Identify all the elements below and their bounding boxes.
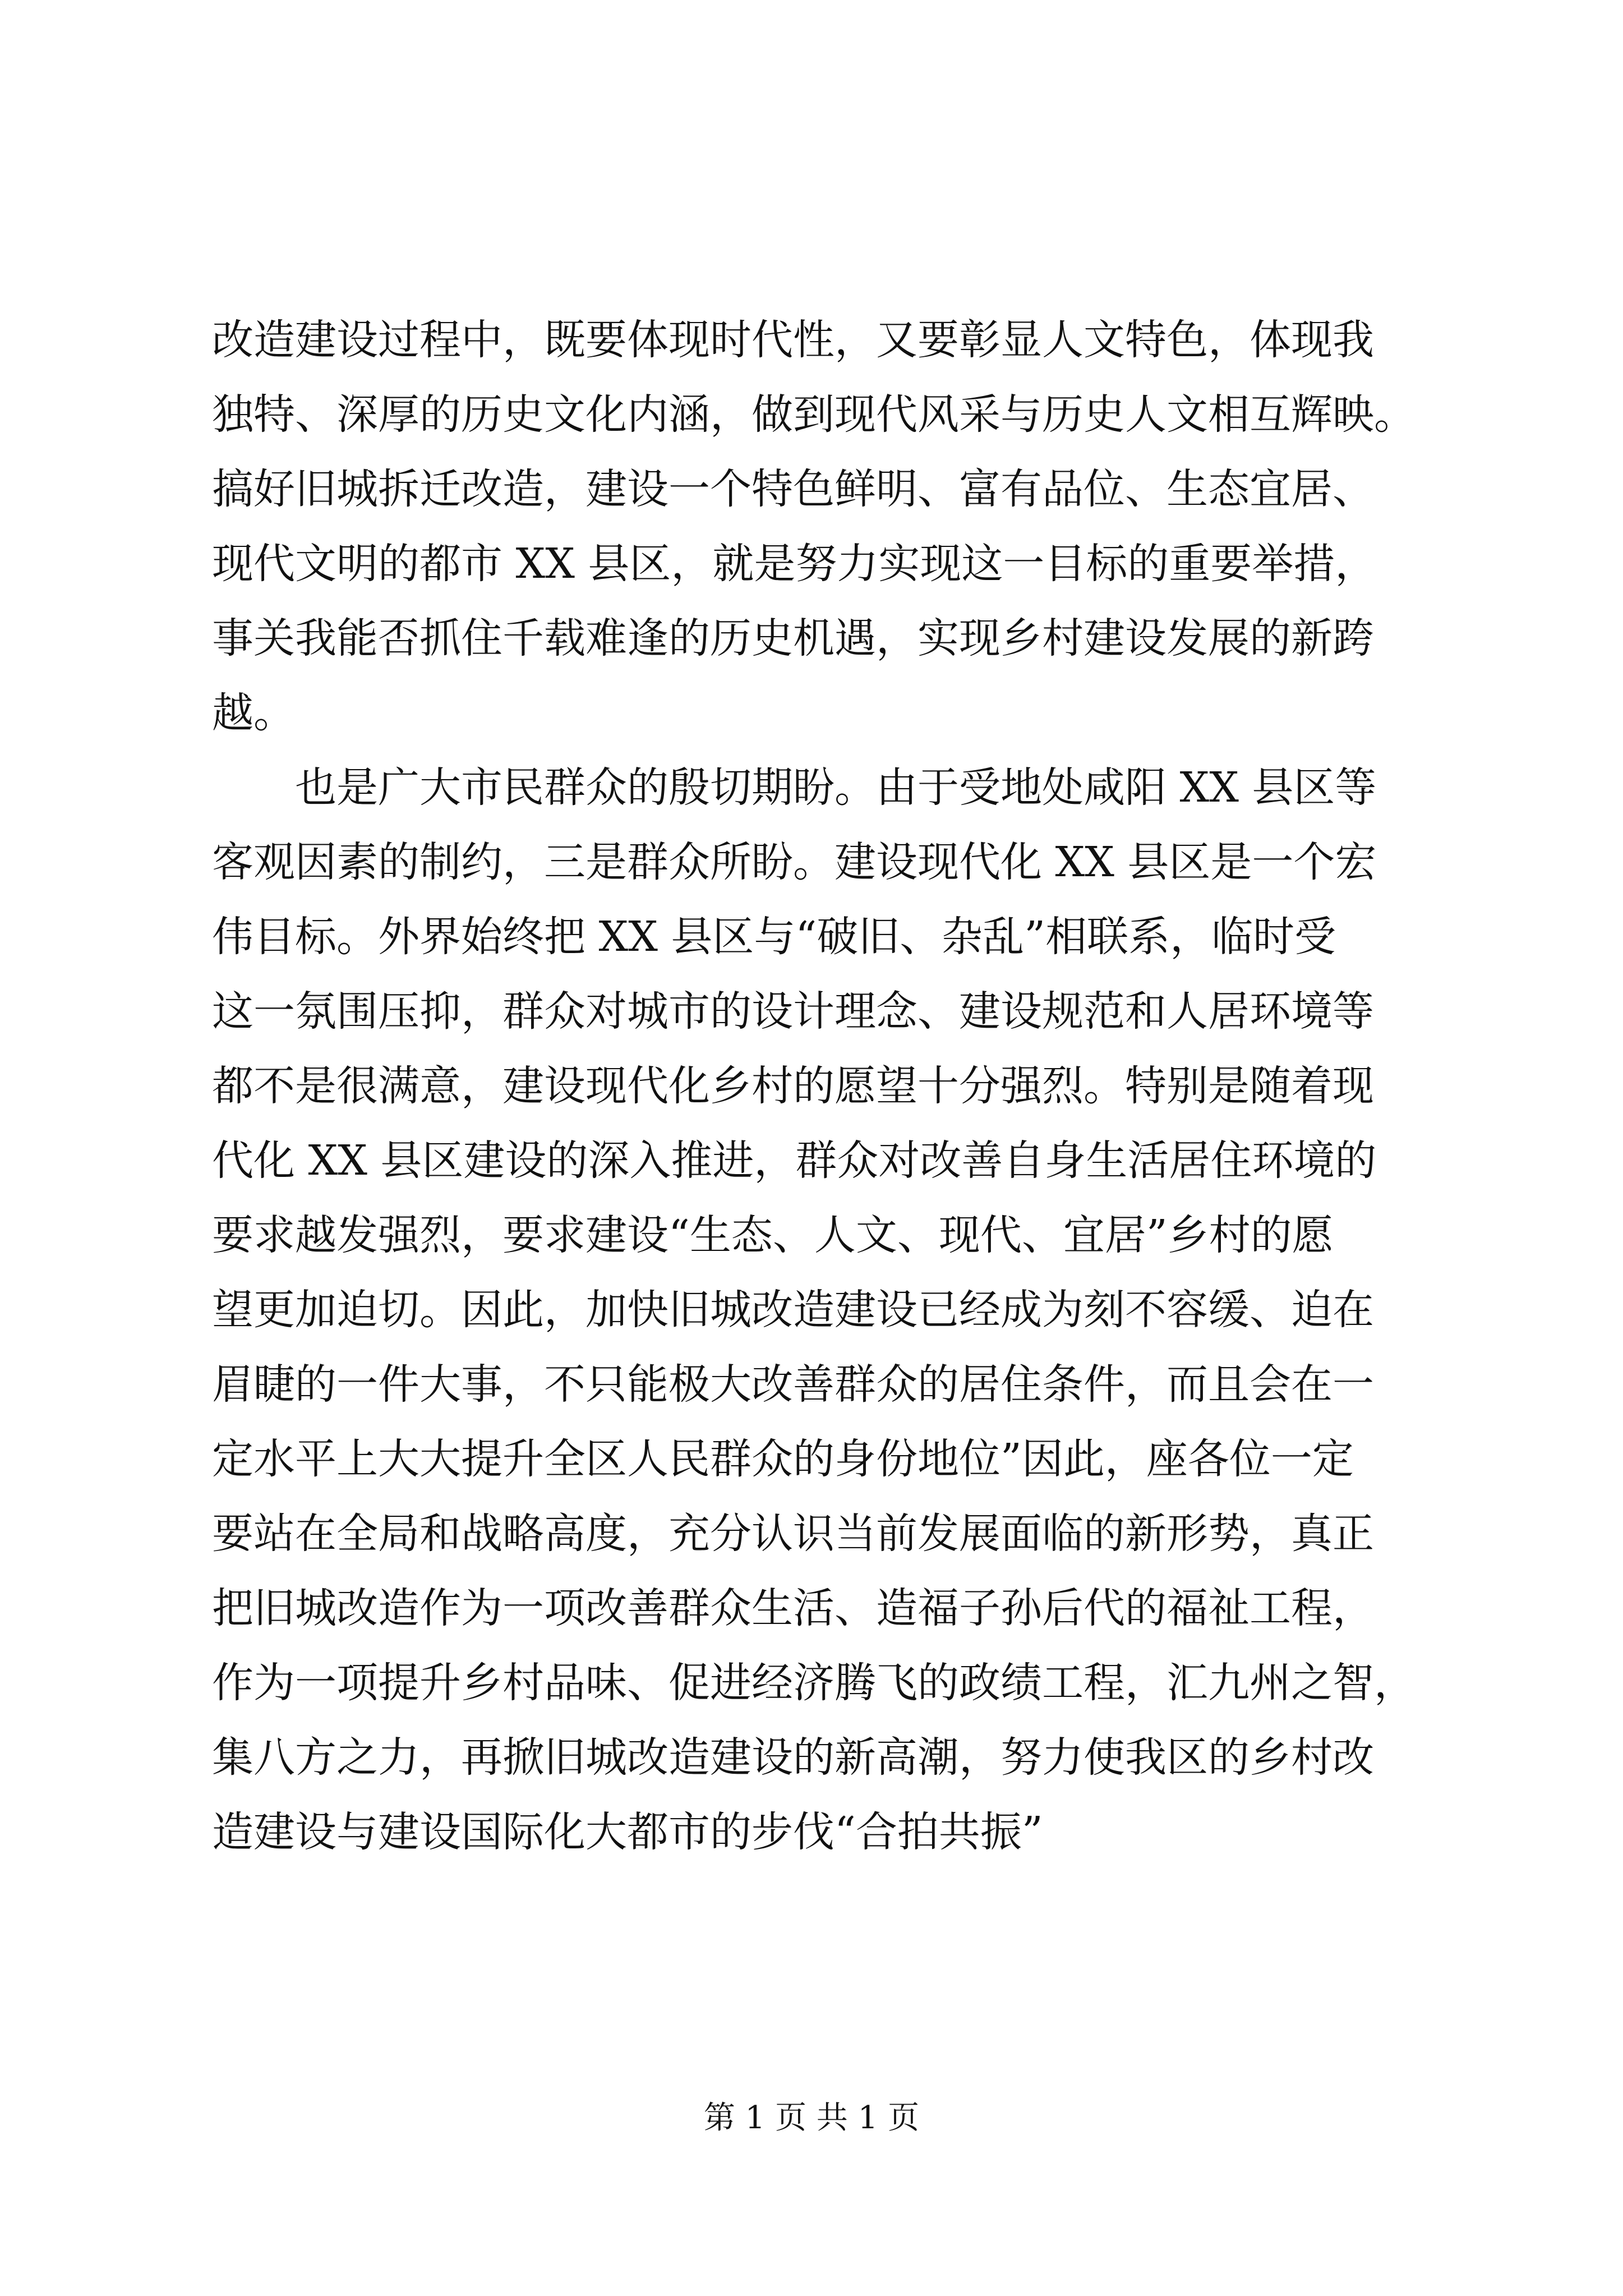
text-line: 把旧城改造作为一项改善群众生活、造福子孙后代的福祉工程， [212,1584,1374,1632]
text-line: 搞好旧城拆迁改造，建设一个特色鲜明、富有品位、生态宜居、 [212,465,1374,513]
text-line: 都不是很满意，建设现代化乡村的愿望十分强烈。特别是随着现 [212,1062,1374,1110]
text-line: 定水平上大大提升全区人民群众的身份地位”因此，座各位一定 [212,1435,1354,1483]
text-line: 事关我能否抓住千载难逢的历史机遇，实现乡村建设发展的新跨 [212,614,1374,662]
paragraph-1 [212,303,1418,751]
text-line: 客观因素的制约，三是群众所盼。建设现代化 XX 县区是一个宏 [212,838,1377,886]
text-line: 造建设与建设国际化大都市的步伐“合拍共振” [212,1808,1043,1856]
paragraph-2 [212,751,1418,1870]
text-line: 越。 [212,689,295,737]
text-line: 集八方之力，再掀旧城改造建设的新高潮，努力使我区的乡村改 [212,1733,1374,1782]
text-line: 代化 XX 县区建设的深入推进，群众对改善自身生活居住环境的 [212,1137,1377,1185]
text-line: 眉睫的一件大事，不只能极大改善群众的居住条件，而且会在一 [212,1360,1374,1409]
document-body [212,303,1418,1870]
text-line: 独特、深厚的历史文化内涵，做到现代风采与历史人文相互辉映。 [212,390,1415,439]
text-line: 现代文明的都市 XX 县区，就是努力实现这一目标的重要举措， [212,540,1377,588]
text-line: 望更加迫切。因此，加快旧城改造建设已经成为刻不容缓、迫在 [212,1286,1374,1334]
text-line: 也是广大市民群众的殷切期盼。由于受地处咸阳 XX 县区等 [295,763,1377,812]
text-line: 伟目标。外界始终把 XX 县区与“破旧、杂乱”相联系，临时受 [212,913,1336,961]
text-line: 要求越发强烈，要求建设“生态、人文、现代、宜居”乡村的愿 [212,1211,1334,1259]
text-line: 改造建设过程中，既要体现时代性，又要彰显人文特色，体现我 [212,316,1374,364]
text-line: 作为一项提升乡村品味、促进经济腾飞的政绩工程，汇九州之智， [212,1659,1415,1707]
text-line: 这一氛围压抑，群众对城市的设计理念、建设规范和人居环境等 [212,987,1374,1036]
page-footer [0,2096,1623,2141]
page-number-label: 第 1 页 共 1 页 [703,2100,920,2136]
text-line: 要站在全局和战略高度，充分认识当前发展面临的新形势，真正 [212,1510,1374,1558]
